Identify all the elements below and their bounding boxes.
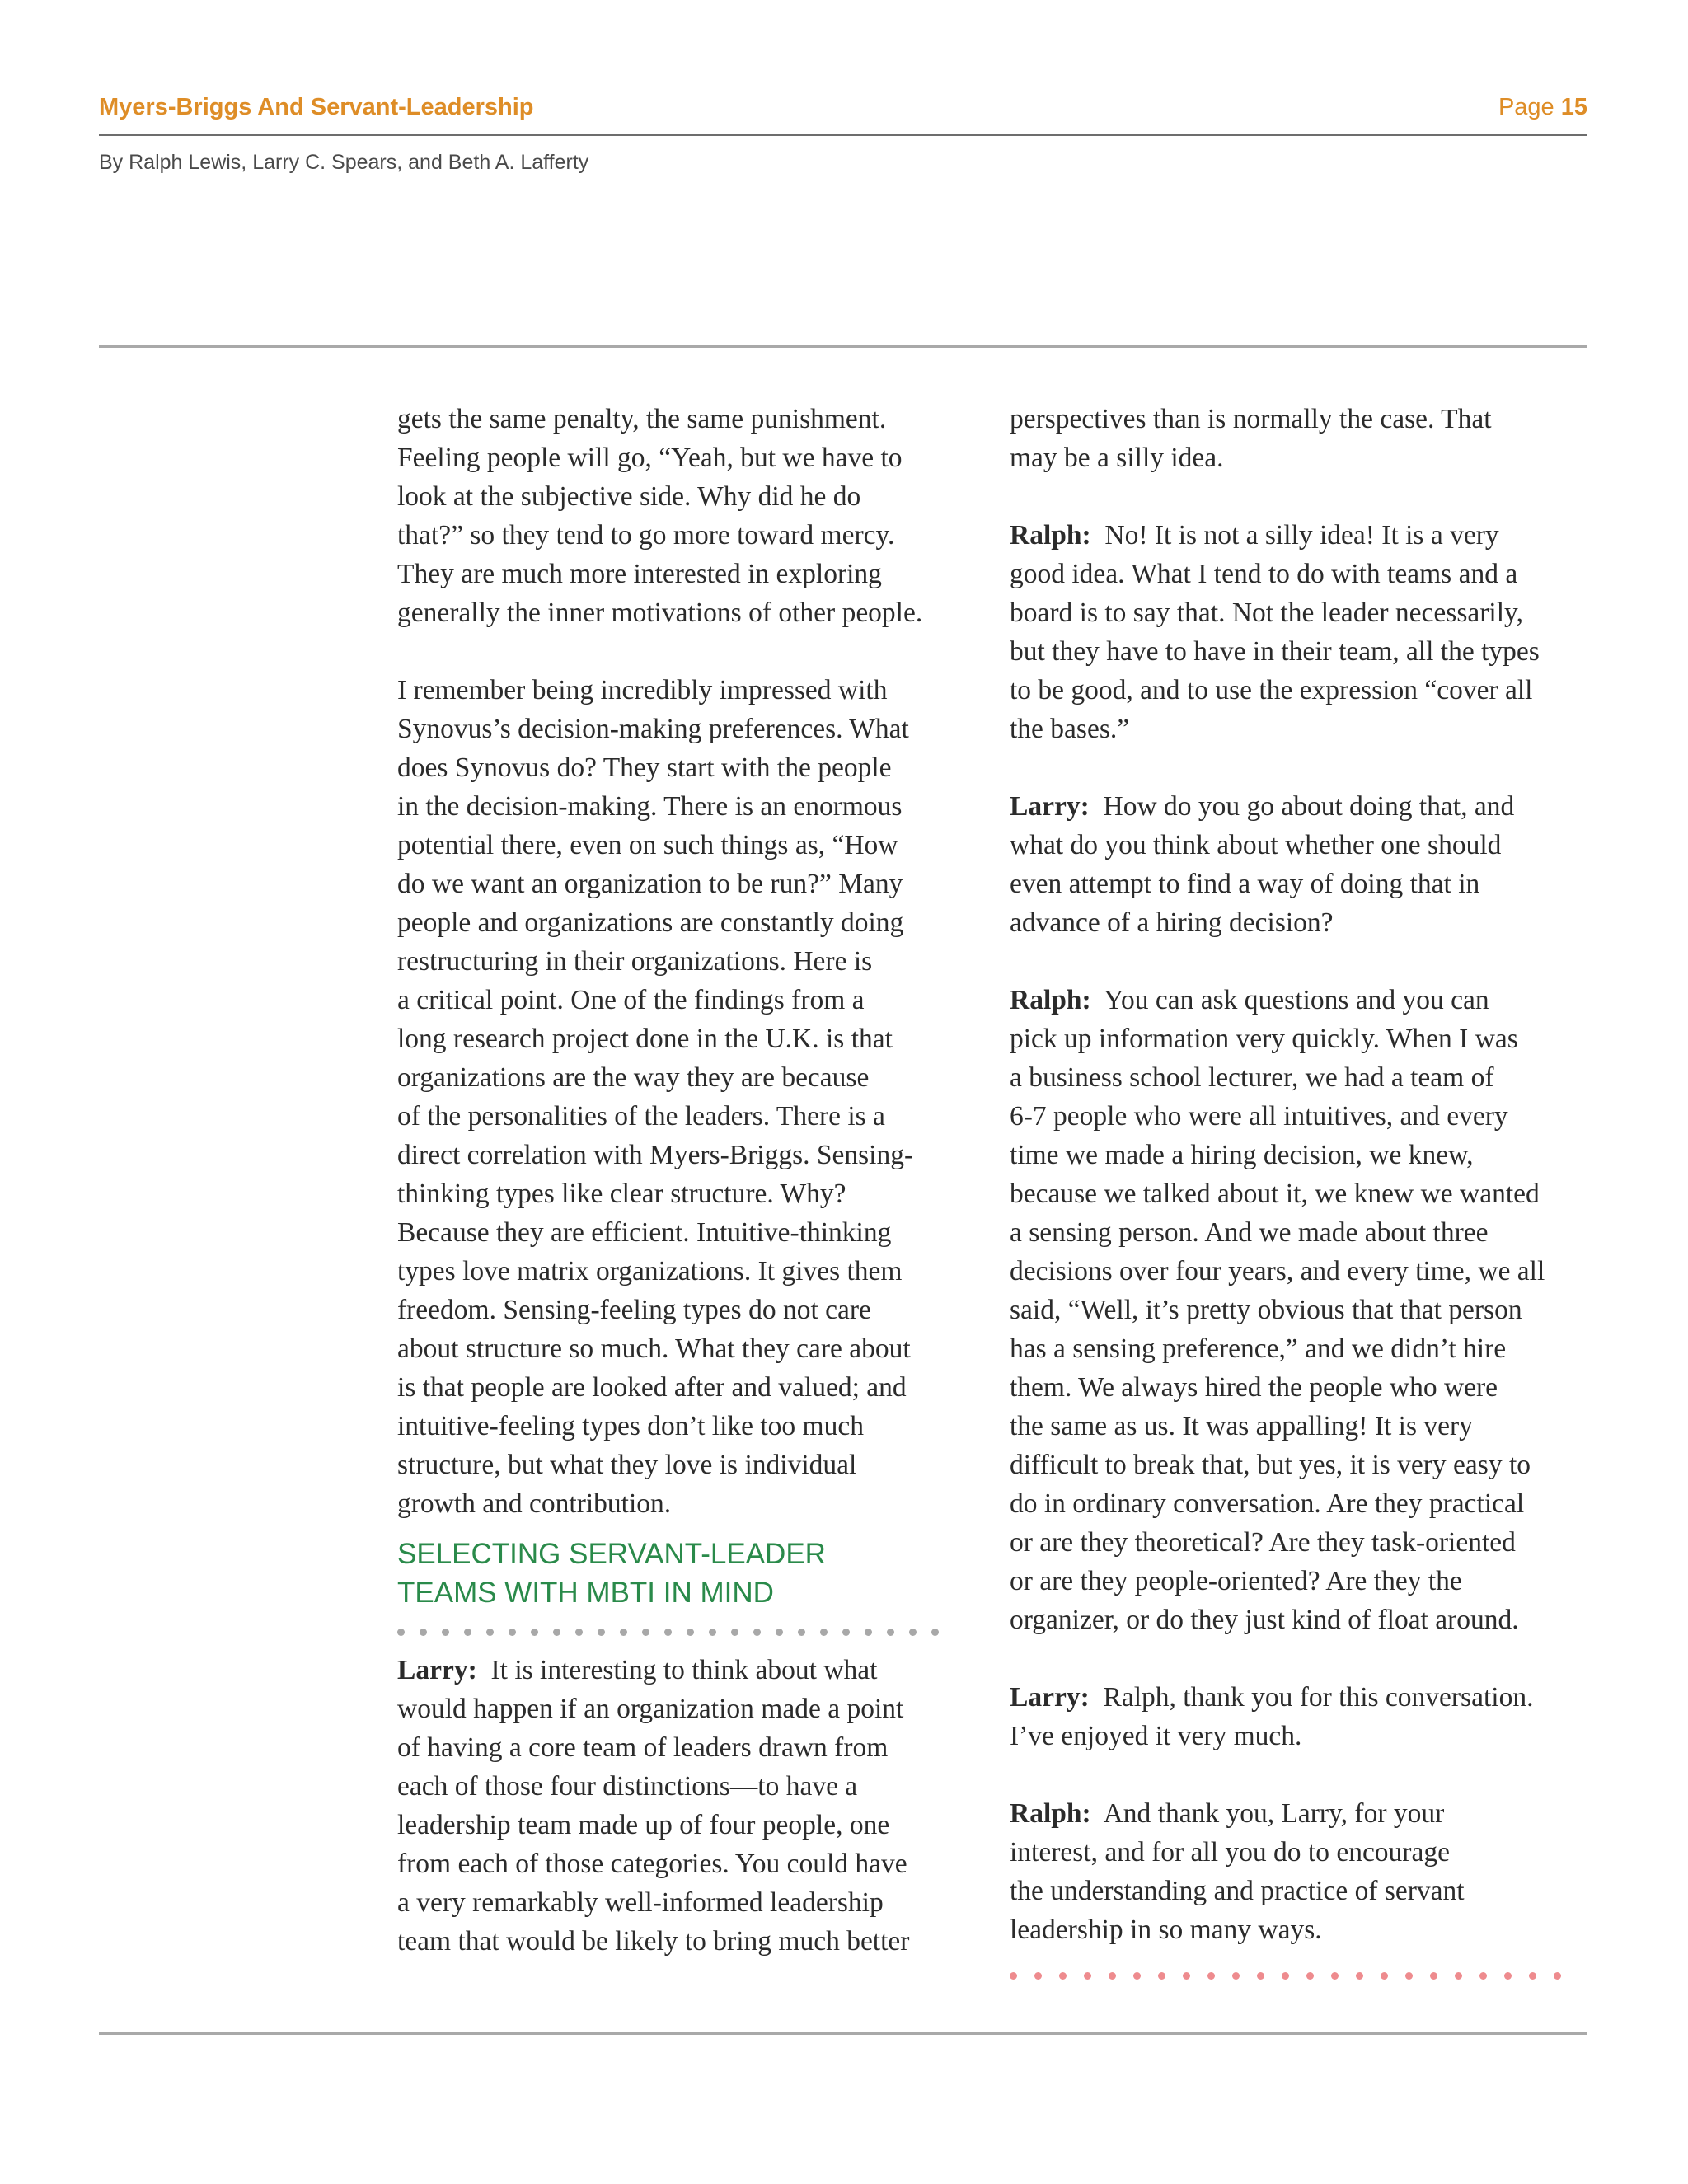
page-label: Page [1498, 94, 1554, 120]
page-number-value: 15 [1560, 94, 1587, 120]
text-line: leadership team made up of four people, one [397, 1810, 890, 1840]
text-line: I remember being incredibly impressed with [397, 675, 888, 705]
paragraph [397, 671, 991, 1523]
text-line: in the decision-making. There is an enormous [397, 791, 903, 822]
text-line: growth and contribution. [397, 1488, 672, 1519]
text-line: You can ask questions and you can [1104, 985, 1489, 1015]
speaker-name: Larry: [1010, 1682, 1090, 1713]
text-line: what do you think about whether one should [1010, 830, 1502, 860]
text-line: that?” so they tend to go more toward mercy. [397, 520, 895, 551]
right-column [1010, 400, 1595, 1980]
text-line: is that people are looked after and valued; and [397, 1372, 907, 1403]
footer-rule [99, 2032, 1587, 2035]
text-line: look at the subjective side. Why did he do [397, 481, 861, 512]
text-line: a business school lecturer, we had a team of [1010, 1062, 1494, 1093]
text-line: or are they theoretical? Are they task-oriented [1010, 1527, 1516, 1558]
speaker-name: Ralph: [1010, 1798, 1091, 1829]
text-line: from each of those categories. You could have [397, 1849, 907, 1879]
dialogue-turn [1010, 1794, 1595, 1949]
text-line: advance of a hiring decision? [1010, 907, 1334, 938]
text-line: direct correlation with Myers-Briggs. Sensing- [397, 1140, 914, 1170]
text-line: time we made a hiring decision, we knew, [1010, 1140, 1474, 1170]
end-of-article-dots [1010, 1971, 1595, 1980]
text-line: or are they people-oriented? Are they the [1010, 1566, 1462, 1596]
text-line: It is interesting to think about what [490, 1655, 878, 1685]
page-number [1498, 94, 1587, 121]
dialogue-turn [1010, 1678, 1595, 1755]
text-line: the understanding and practice of servant [1010, 1876, 1465, 1906]
text-line: to be good, and to use the expression “cover all [1010, 675, 1533, 705]
text-line: does Synovus do? They start with the people [397, 752, 892, 783]
text-line: And thank you, Larry, for your [1103, 1798, 1445, 1829]
text-line: would happen if an organization made a point [397, 1694, 904, 1724]
text-line: How do you go about doing that, and [1103, 791, 1515, 822]
speaker-name: Ralph: [1010, 520, 1091, 551]
text-line: gets the same penalty, the same punishment. [397, 404, 887, 434]
left-column [397, 400, 991, 1961]
text-line: team that would be likely to bring much better [397, 1926, 910, 1957]
section-heading [397, 1535, 991, 1612]
text-line: pick up information very quickly. When I was [1010, 1024, 1518, 1054]
byline: By Ralph Lewis, Larry C. Spears, and Beth A. Lafferty [99, 151, 589, 174]
text-line: a very remarkably well-informed leadership [397, 1887, 884, 1918]
text-line: because we talked about it, we knew we wanted [1010, 1179, 1540, 1209]
text-line: structure, but what they love is individual [397, 1450, 857, 1480]
text-line: do we want an organization to be run?” Many [397, 869, 903, 899]
text-line: do in ordinary conversation. Are they practical [1010, 1488, 1525, 1519]
text-line: but they have to have in their team, all the types [1010, 636, 1540, 667]
text-line: generally the inner motivations of other people. [397, 598, 923, 628]
text-line: of having a core team of leaders drawn from [397, 1732, 889, 1763]
text-line: difficult to break that, but yes, it is very easy to [1010, 1450, 1531, 1480]
text-line: them. We always hired the people who were [1010, 1372, 1498, 1403]
heading-line: SELECTING SERVANT-LEADER [397, 1538, 826, 1570]
text-line: board is to say that. Not the leader necessarily, [1010, 598, 1523, 628]
dialogue-turn [1010, 981, 1595, 1639]
text-line: I’ve enjoyed it very much. [1010, 1721, 1302, 1751]
text-line: Feeling people will go, “Yeah, but we have to [397, 443, 903, 473]
dialogue-turn [1010, 787, 1595, 942]
paragraph [1010, 400, 1595, 477]
text-line: organizations are the way they are because [397, 1062, 870, 1093]
speaker-name: Larry: [397, 1655, 477, 1685]
heading-dot-divider [397, 1627, 991, 1637]
text-line: leadership in so many ways. [1010, 1915, 1322, 1945]
dialogue-turn [1010, 516, 1595, 748]
speaker-name: Ralph: [1010, 985, 1091, 1015]
text-line: may be a silly idea. [1010, 443, 1224, 473]
text-line: Synovus’s decision-making preferences. What [397, 714, 909, 744]
text-line: good idea. What I tend to do with teams and a [1010, 559, 1518, 589]
text-line: has a sensing preference,” and we didn’t hire [1010, 1333, 1507, 1364]
text-line: even attempt to find a way of doing that in [1010, 869, 1480, 899]
paragraph [397, 400, 991, 632]
text-line: They are much more interested in exploring [397, 559, 882, 589]
header-rule [99, 134, 1587, 136]
text-line: 6-7 people who were all intuitives, and every [1010, 1101, 1508, 1132]
article-title: Myers-Briggs And Servant-Leadership [99, 94, 534, 120]
section-rule [99, 345, 1587, 348]
text-line: types love matrix organizations. It gives them [397, 1256, 903, 1286]
text-line: the bases.” [1010, 714, 1130, 744]
text-line: organizer, or do they just kind of float around. [1010, 1605, 1519, 1635]
text-line: freedom. Sensing-feeling types do not care [397, 1295, 871, 1325]
text-line: potential there, even on such things as, “How [397, 830, 898, 860]
text-line: decisions over four years, and every time, we all [1010, 1256, 1545, 1286]
text-line: about structure so much. What they care about [397, 1333, 911, 1364]
text-line: Because they are efficient. Intuitive-thinking [397, 1217, 892, 1248]
text-line: of the personalities of the leaders. There is a [397, 1101, 885, 1132]
text-line: Ralph, thank you for this conversation. [1103, 1682, 1534, 1713]
text-line: the same as us. It was appalling! It is very [1010, 1411, 1473, 1441]
text-line: intuitive-feeling types don’t like too much [397, 1411, 864, 1441]
text-line: interest, and for all you do to encourage [1010, 1837, 1450, 1868]
text-line: long research project done in the U.K. is that [397, 1024, 893, 1054]
text-line: thinking types like clear structure. Why? [397, 1179, 846, 1209]
heading-line: TEAMS WITH MBTI IN MIND [397, 1577, 774, 1609]
text-line: perspectives than is normally the case. That [1010, 404, 1492, 434]
text-line: each of those four distinctions—to have a [397, 1771, 858, 1802]
text-line: a sensing person. And we made about three [1010, 1217, 1489, 1248]
text-line: restructuring in their organizations. Here is [397, 946, 873, 977]
text-line: No! It is not a silly idea! It is a very [1104, 520, 1499, 551]
dialogue-turn [397, 1651, 991, 1961]
text-line: a critical point. One of the findings from a [397, 985, 865, 1015]
text-line: people and organizations are constantly doing [397, 907, 904, 938]
text-line: said, “Well, it’s pretty obvious that that person [1010, 1295, 1522, 1325]
speaker-name: Larry: [1010, 791, 1090, 822]
